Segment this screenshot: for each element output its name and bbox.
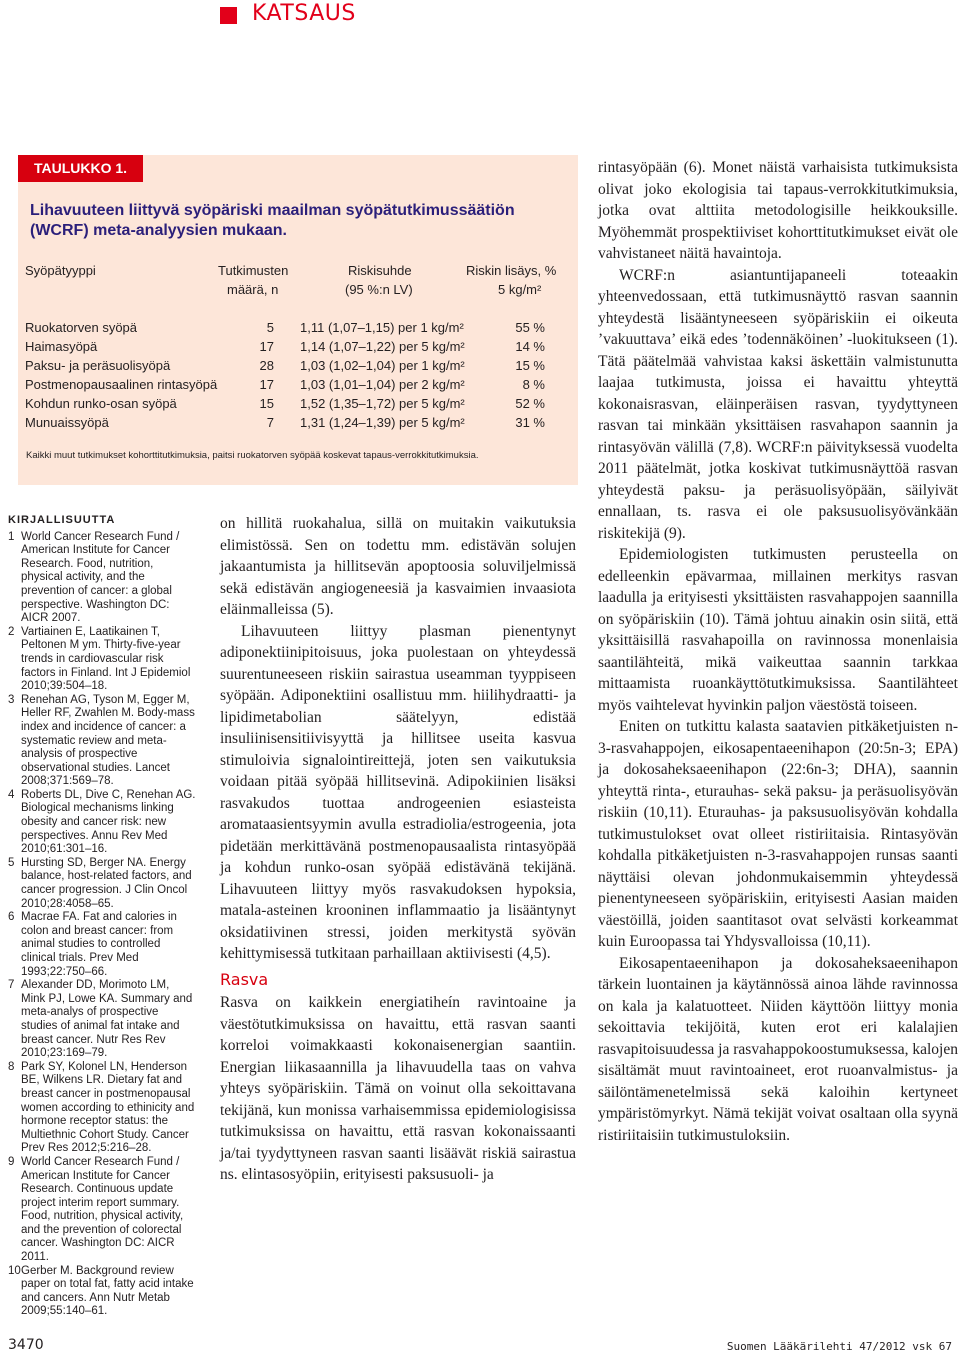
reference-number: 1 <box>8 530 15 543</box>
subheading: Rasva <box>220 969 269 989</box>
table-row <box>18 413 578 432</box>
cell-count: 28 <box>259 358 274 373</box>
reference-number: 7 <box>8 979 15 992</box>
cell-risk: 1,03 (1,01–1,04) per 2 kg/m² <box>300 377 465 392</box>
cell-type: Haimasyöpä <box>25 339 98 354</box>
cell-type: Munuaissyöpä <box>25 415 109 430</box>
cell-type: Ruokatorven syöpä <box>25 320 138 335</box>
table-row <box>18 337 578 356</box>
paragraph: rintasyöpään (6). Monet näistä varhaisista tutkimuksista olivat joko ekologisia tai tapaus-verrokkitutkimuksia, jotka ovat alttiita metodologisille heikkouksille. Myöhemmät prospektiiviset kohorttitutkimukset eivät ole vahvistaneet näitä havaintoja. <box>598 159 958 262</box>
section-label: KATSAUS <box>252 1 356 26</box>
reference-item <box>8 1265 196 1319</box>
cell-count: 5 <box>266 320 274 335</box>
reference-item <box>8 626 196 694</box>
reference-text: Park SY, Kolonel LN, Henderson BE, Wilkens LR. Dietary fat and breast cancer in postmenopausal women according to ethinicity and hormone receptor status: the Multiethnic Cohort Study. Cancer Prev Res 2012;5:216–28. <box>21 1060 195 1155</box>
header-increase-2: 5 kg/m² <box>498 282 542 297</box>
paragraph: Rasva on kaikkein energiatiheín ravintoaine ja väestötutkimuksissa on havaittu, että rasvan saanti korreloi voimakkaasti kokonaisenergian saantiin. Energian liikasaannilla ja lihavuudella taas on vahva yhteys syöpäriskiin. Tämä on voinut olla sekoittavana tekijänä, kun monissa varhaisemmissa epidemiologisissa tutkimuksissa on havaittu, että rasvan kokonaissaanti ja/tai tyydyttyneen rasvan saanti lisäävät riskiä sairastua ns. elintasosyöpiin, erityisesti paksusuoli- ja <box>220 994 576 1183</box>
header-type: Syöpätyyppi <box>25 263 96 278</box>
section-marker <box>220 7 237 24</box>
reference-text: World Cancer Research Fund / American Institute for Cancer Research. Continuous update project interim report summary. Food, nutrition, physical activity, and the prevention of colorectal cancer. Washington DC: AICR 2011. <box>21 1155 184 1264</box>
body-column-3 <box>598 157 958 1146</box>
paragraph: Epidemiologisten tutkimusten perusteella on edelleenkin epävarmaa, millainen merkitys rasvan laadulla ja erityisesti yksittäisten rasvahappojen saannilla on syöpäriskiin (10). Tämä johtuu ainakin osin siitä, että yksittäisillä rasvahapoilla on ravinnossa monenlaisia saantilähteitä, mikä vaikeuttaa saannin tarkkaa mittaamista ruoankäyttötutkimuksissa. Saantilähteet myös vaihtelevat hyvinkin paljon väestöstä toiseen. <box>598 546 958 714</box>
table-row <box>18 394 578 413</box>
cell-risk: 1,11 (1,07–1,15) per 1 kg/m² <box>300 320 464 335</box>
reference-text: Roberts DL, Dive C, Renehan AG. Biological mechanisms linking obesity and cancer risk: new perspectives. Annu Rev Med 2010;61:301–16. <box>21 788 196 856</box>
reference-item <box>8 979 196 1061</box>
reference-item <box>8 1156 196 1265</box>
cell-risk: 1,03 (1,02–1,04) per 1 kg/m² <box>300 358 465 373</box>
reference-number: 6 <box>8 911 15 924</box>
cell-increase: 14 % <box>515 339 545 354</box>
table-1 <box>18 155 578 485</box>
page-header <box>0 0 960 40</box>
table-row <box>18 375 578 394</box>
reference-item <box>8 1061 196 1156</box>
reference-text: Gerber M. Background review paper on total fat, fatty acid intake and cancers. Ann Nutr Metab 2009;55:140–61. <box>21 1264 194 1318</box>
reference-item <box>8 531 196 626</box>
reference-item <box>8 789 196 857</box>
reference-number: 4 <box>8 788 15 801</box>
journal-footer: Suomen Lääkärilehti 47/2012 vsk 67 <box>726 1340 952 1353</box>
table-footnote: Kaikki muut tutkimukset kohorttitutkimuksia, paitsi ruokatorven syöpää koskevat tapaus-verrokkitutkimuksia. <box>26 450 479 461</box>
paragraph: Lihavuuteen liittyy plasman pienentynyt adiponektiinipitoisuus, joka puolestaan on yhteydessä suurentuneeseen riskiin sairastua useamman tyyppiseen syöpään. Adiponektiini osallistuu mm. hiilihydraatti- ja lipidimetabolian säätelyyn, edistää insuliinisensitiivisyyttä ja hillitsee useita kasvua stimuloivia signalointireittejä, joten sen vaikutuksia voidaan pitää syöpää hillitsevinä. Adipokiinien lisäksi rasvakudos tuottaa androgeenien esiasteista aromataasientsyymin avulla estradiolia/estrogeenia, jota pidetään merkittävänä postmenopausaalista rintasyöpää ja kohdun runko-osan syöpää edistävänä tekijänä. Lihavuuteen liittyy myös rasvakudoksen hypoksia, matala-asteinen krooninen inflammaatio ja lisääntynyt oksidatiivinen stressi, joiden merkitystä syövän kehittymisessä tutkitaan parhaillaan aktiivisesti (4,5). <box>220 622 576 962</box>
cell-increase: 52 % <box>515 396 545 411</box>
header-count-1: Tutkimusten <box>218 263 289 278</box>
paragraph: on hillitä ruokahalua, sillä on muitakin vaikutuksia elimistössä. Sen on todettu mm. edistävän solujen jakaantumista ja hillitsevän apoptoosia soluviljelmissä sekä edistävän angiogeneesiä ja kasvaimien invaasiota eläinmalleissa (5). <box>220 515 576 618</box>
paragraph: Eniten on tutkittu kalasta saatavien pitkäketjuisten n-3-rasvahappojen, eikosapentaeenihapon (20:5n-3; EPA) ja dokosaheksaeenihapon (22:6n-3; DHA), saannin yhteyttä rinta-, eturauhas- sekä paksu- ja peräsuolisyövän riskiin (10,11). Eturauhas- ja paksusuolisyövän kohdalla tutkimustulokset ovat olleet ristiriitaisia. Rintasyövän kohdalla pitkäketjuisten n-3-rasvahappojen runsas saanti näyttäisi olevan johdonmukaisemmin yhteydessä pienentyneeseen syöpäriskiin, erityisesti Aasian maiden väestöillä, joiden saantitasot ovat selvästi korkeammat kuin Euroopassa tai Yhdysvalloissa (10,11). <box>598 718 958 950</box>
reference-text: Renehan AG, Tyson M, Egger M, Heller RF, Zwahlen M. Body-mass index and incidence of cancer: a systematic review and meta-analysis of prospective observational studies. Lancet 2008;371:569–78. <box>21 693 195 788</box>
cell-risk: 1,31 (1,24–1,39) per 5 kg/m² <box>300 415 465 430</box>
references <box>8 514 196 1319</box>
reference-number: 9 <box>8 1155 15 1168</box>
reference-number: 3 <box>8 693 15 706</box>
reference-item <box>8 911 196 979</box>
cell-count: 17 <box>259 377 274 392</box>
header-count-2: määrä, n <box>227 282 279 297</box>
header-risk-2: (95 %:n LV) <box>345 282 413 297</box>
page-number: 3470 <box>8 1337 44 1353</box>
cell-count: 15 <box>259 396 274 411</box>
cell-count: 7 <box>266 415 274 430</box>
references-heading: KIRJALLISUUTTA <box>8 514 116 526</box>
reference-item <box>8 694 196 789</box>
reference-text: Alexander DD, Morimoto LM, Mink PJ, Lowe KA. Summary and meta-analys of prospective studies of animal fat intake and breast cancer. Nutr Res Rev 2010;23:169–79. <box>21 979 193 1060</box>
reference-number: 5 <box>8 856 15 869</box>
table-tab: TAULUKKO 1. <box>18 155 143 182</box>
cell-risk: 1,14 (1,07–1,22) per 5 kg/m² <box>300 339 465 354</box>
cell-increase: 31 % <box>515 415 545 430</box>
paragraph: WCRF:n asiantuntijapaneeli toteaakin yhteenvedossaan, että tutkimusnäyttö rasvan saannin yhteydestä lisääntyneeseen syöpäriskiin ei oikeuta ’vakuuttava’ eikä edes ’todennäköinen’ -luokitukseen (1). Tätä päätelmää vahvistaa kaksi äskettäin valmistunutta laajaa tutkimusta, joissa ei havaittu yhteyttä kokonaisrasvan, eläinperäisen rasvan, tyydyttyneen rasvan tai minkään yksittäisen rasvahapon saannin ja rintasyövän välillä (7,8). WCRF:n päivityksessä vuodelta 2011 päätelmät, jotka koskivat tutkimusnäyttöä rasvan yhteydestä paksu- ja peräsuolisyöpään, säilyivät ennallaan, ts. rasva ei ole paksusuolisyövänkään riskitekijä (9). <box>598 266 958 542</box>
cell-type: Postmenopausaalinen rintasyöpä <box>25 377 218 392</box>
table-row <box>18 356 578 375</box>
reference-number: 10 <box>8 1264 21 1277</box>
reference-item <box>8 857 196 911</box>
cell-increase: 8 % <box>522 377 545 392</box>
reference-text: Hursting SD, Berger NA. Energy balance, host-related factors, and cancer progression. J Clin Oncol 2010;28:4058–65. <box>21 856 192 910</box>
cell-increase: 15 % <box>515 358 545 373</box>
cell-count: 17 <box>259 339 274 354</box>
table-row <box>18 318 578 337</box>
reference-text: Macrae FA. Fat and calories in colon and breast cancer: from animal studies to controlled clinical trials. Prev Med 1993;22:750–66. <box>21 911 177 978</box>
cell-risk: 1,52 (1,35–1,72) per 5 kg/m² <box>300 396 465 411</box>
header-increase-1: Riskin lisäys, % <box>466 263 557 278</box>
header-risk-1: Riskisuhde <box>348 263 412 278</box>
cell-type: Kohdun runko-osan syöpä <box>25 396 177 411</box>
reference-number: 2 <box>8 625 15 638</box>
reference-number: 8 <box>8 1060 15 1073</box>
reference-text: Vartiainen E, Laatikainen T, Peltonen M ym. Thirty-five-year trends in cardiovascular risk factors in Finland. Int J Epidemiol 2010;39:504–18. <box>21 625 191 693</box>
paragraph: Eikosapentaeenihapon ja dokosaheksaeenihapon tärkein luontainen ja käytännössä ainoa lähde ravinnossa on kala ja kalatuotteet. Niiden käyttöön liittyy monia sekoittavia tekijöitä, kuten erot eri kalalajien rasvapitoisuudessa ja rasvahappokoostumuksessa, kalojen sisältämät muut ravintoaineet, erot ruoanvalmistus- ja säilöntämenetelmissä sekä kaloihin kertyneet ympäristömyrkyt. Nämä tekijät voivat osaltaan olla syynä ristiriitaisiin tutkimustuloksiin. <box>598 954 958 1144</box>
cell-increase: 55 % <box>515 320 545 335</box>
body-column-2 <box>220 513 576 1186</box>
reference-text: World Cancer Research Fund / American Institute for Cancer Research. Food, nutrition, physical activity, and the prevention of cancer: a global perspective. Washington DC: AICR 2007. <box>21 530 180 625</box>
cell-type: Paksu- ja peräsuolisyöpä <box>25 358 171 373</box>
table-title: Lihavuuteen liittyvä syöpäriski maailman syöpätutkimussäätiön (WCRF) meta-analyysien mukaan. <box>30 202 515 239</box>
